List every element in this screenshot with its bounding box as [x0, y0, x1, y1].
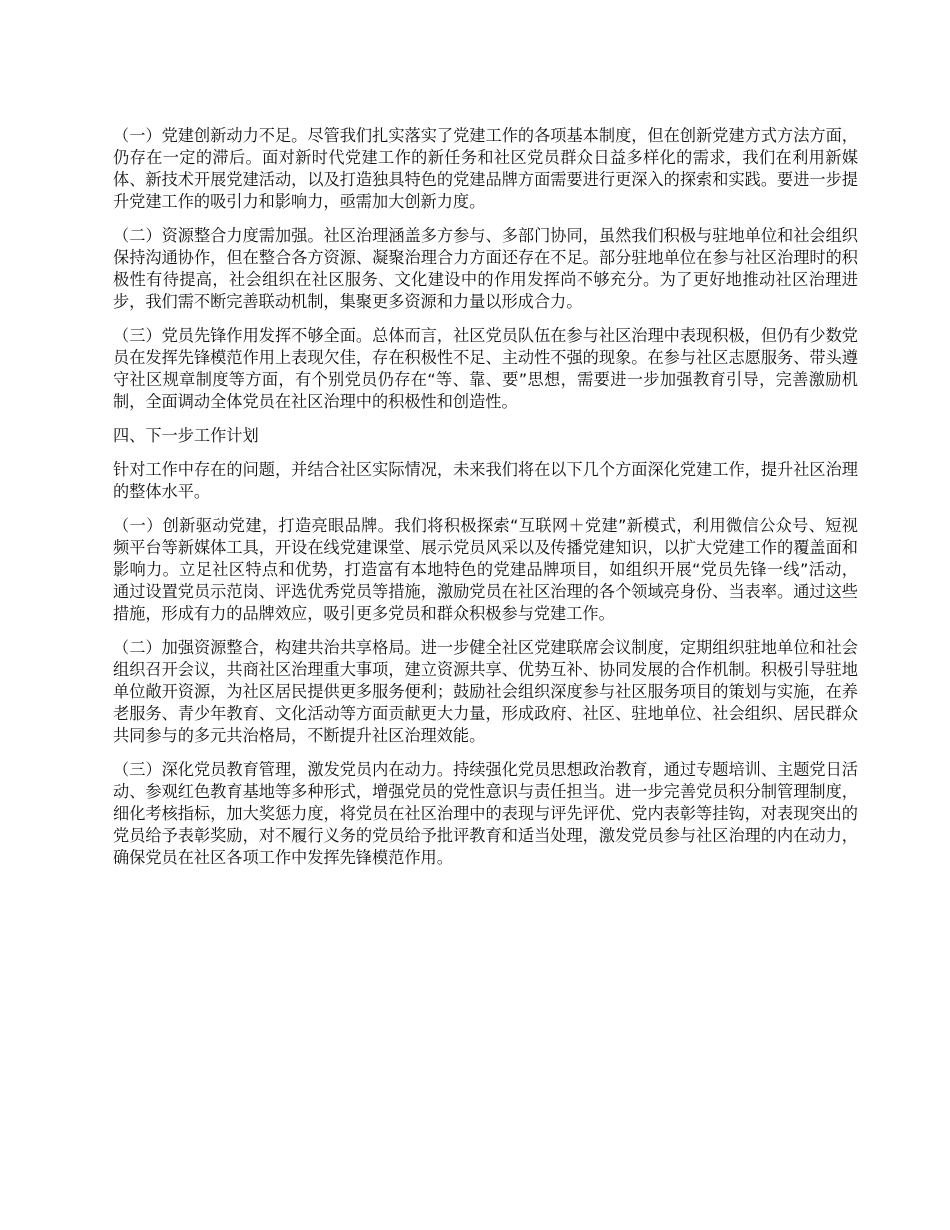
paragraph-plan-intro: 针对工作中存在的问题，并结合社区实际情况，未来我们将在以下几个方面深化党建工作，提升社区治理的整体水平。: [113, 460, 858, 501]
paragraph-plan-resources: （二）加强资源整合，构建共治共享格局。进一步健全社区党建联席会议制度，定期组织驻地单位和社会组织召开会议，共商社区治理重大事项，建立资源共享、优势互补、协同发展的合作机制。积极引导驻地单位敞开资源，为社区居民提供更多服务便利；鼓励社会组织深度参与社区服务项目的策划与实施，在养老服务、青少年教育、文化活动等方面贡献更大力量，形成政府、社区、驻地单位、社会组织、居民群众共同参与的多元共治格局，不断提升社区治理效能。: [113, 638, 858, 745]
document-body: [113, 125, 858, 881]
paragraph-plan-brand: （一）创新驱动党建，打造亮眼品牌。我们将积极探索“互联网＋党建”新模式，利用微信公众号、短视频平台等新媒体工具，开设在线党建课堂、展示党员风采以及传播党建知识，以扩大党建工作的覆盖面和影响力。立足社区特点和优势，打造富有本地特色的党建品牌项目，如组织开展“党员先锋一线”活动，通过设置党员示范岗、评选优秀党员等措施，激励党员在社区治理的各个领域亮身份、当表率。通过这些措施，形成有力的品牌效应，吸引更多党员和群众积极参与党建工作。: [113, 516, 858, 623]
paragraph-resource-issue: （二）资源整合力度需加强。社区治理涵盖多方参与、多部门协同，虽然我们积极与驻地单位和社会组织保持沟通协作，但在整合各方资源、凝聚治理合力方面还存在不足。部分驻地单位在参与社区治理时的积极性有待提高，社会组织在社区服务、文化建设中的作用发挥尚不够充分。为了更好地推动社区治理进步，我们需不断完善联动机制，集聚更多资源和力量以形成合力。: [113, 226, 858, 311]
paragraph-innovation-issue: （一）党建创新动力不足。尽管我们扎实落实了党建工作的各项基本制度，但在创新党建方式方法方面，仍存在一定的滞后。面对新时代党建工作的新任务和社区党员群众日益多样化的需求，我们在利用新媒体、新技术开展党建活动，以及打造独具特色的党建品牌方面需要进行更深入的探索和实践。要进一步提升党建工作的吸引力和影响力，亟需加大创新力度。: [113, 126, 858, 211]
paragraph-vanguard-issue: （三）党员先锋作用发挥不够全面。总体而言，社区党员队伍在参与社区治理中表现积极，但仍有少数党员在发挥先锋模范作用上表现欠佳，存在积极性不足、主动性不强的现象。在参与社区志愿服务、带头遵守社区规章制度等方面，有个别党员仍存在“等、靠、要”思想，需要进一步加强教育引导，完善激励机制，全面调动全体党员在社区治理中的积极性和创造性。: [113, 326, 858, 411]
section-heading-next-steps: 四、下一步工作计划: [113, 426, 259, 445]
paragraph-plan-education: （三）深化党员教育管理，激发党员内在动力。持续强化党员思想政治教育，通过专题培训、主题党日活动、参观红色教育基地等多种形式，增强党员的党性意识与责任担当。进一步完善党员积分制管理制度，细化考核指标，加大奖惩力度，将党员在社区治理中的表现与评先评优、党内表彰等挂钩，对表现突出的党员给予表彰奖励，对不履行义务的党员给予批评教育和适当处理，激发党员参与社区治理的内在动力，确保党员在社区各项工作中发挥先锋模范作用。: [113, 760, 858, 867]
